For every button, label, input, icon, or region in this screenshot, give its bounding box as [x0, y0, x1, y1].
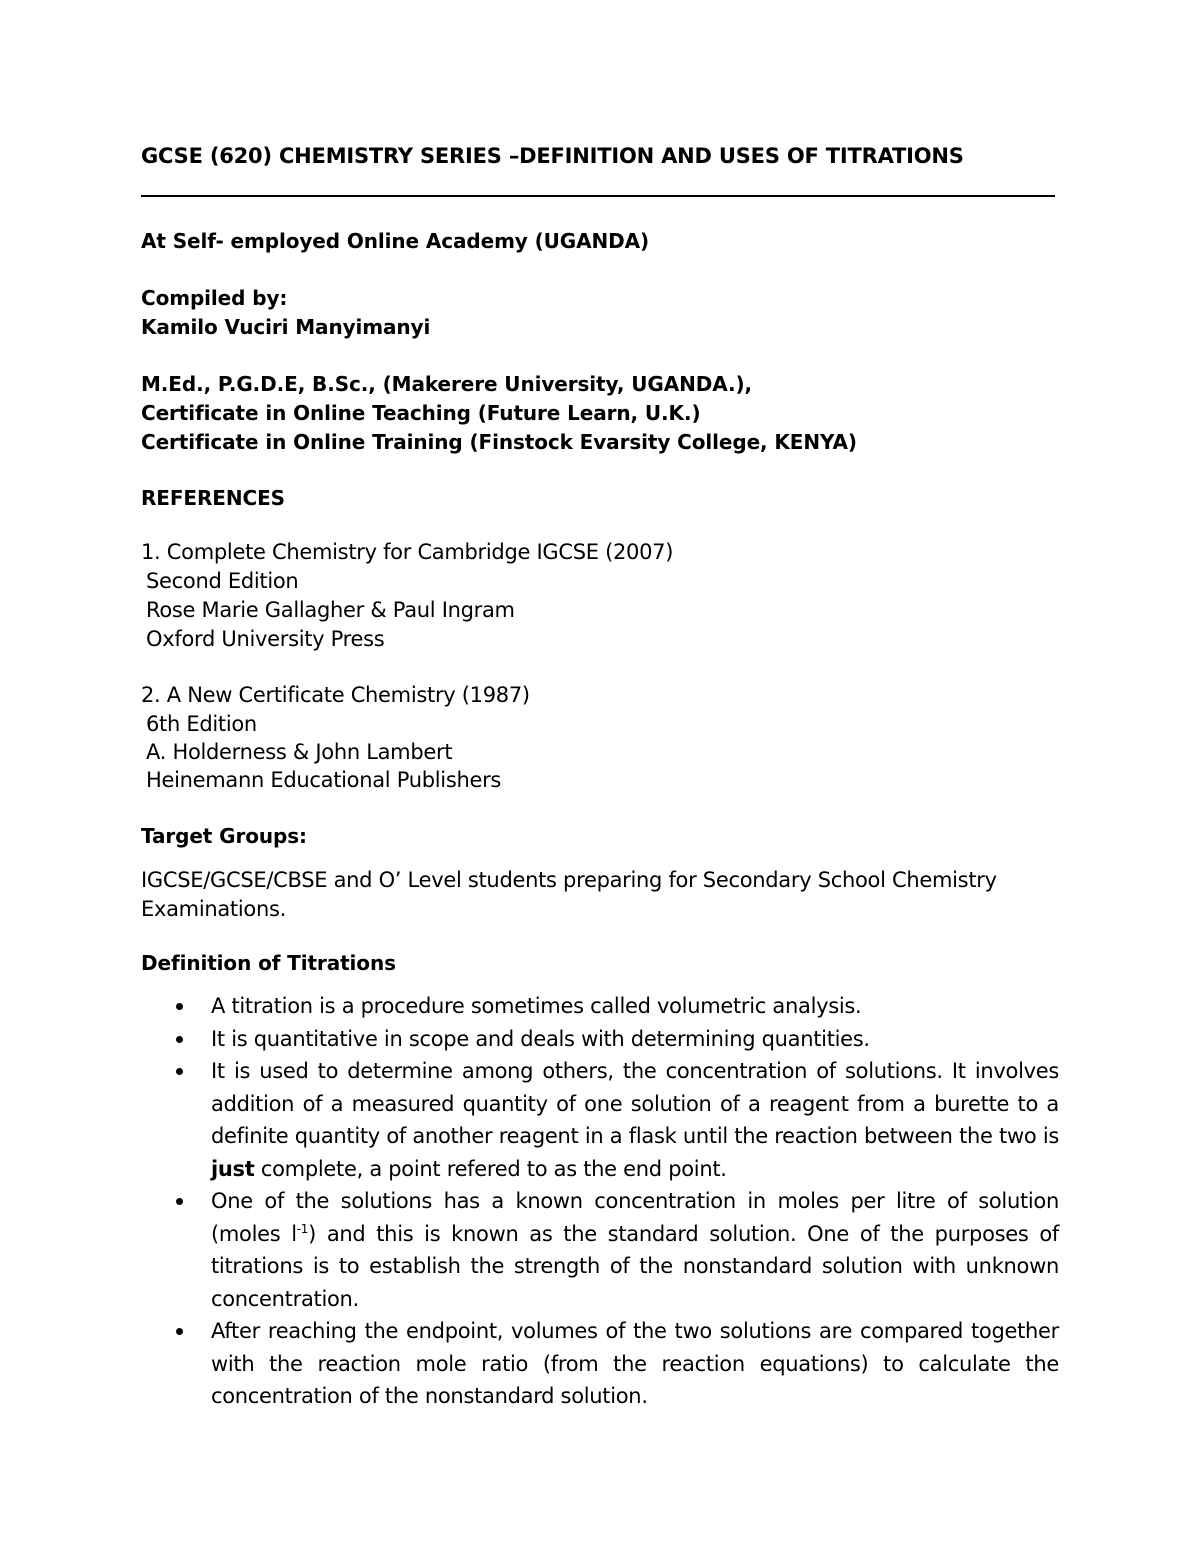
reference-2-edition: 6th Edition [146, 712, 257, 736]
reference-1-publisher: Oxford University Press [146, 627, 385, 651]
bullet-icon [176, 1198, 183, 1205]
reference-2-authors: A. Holderness & John Lambert [146, 740, 453, 764]
definition-bullet-list [141, 990, 1059, 1413]
bullet-text-start: It is used to determine among others, the concentration of solutions. It involves addition of a measured quantity of one solution of a reagent from a burette to a definite quantity of another reagent in a flask until the reaction between the two is [211, 1059, 1059, 1148]
bullet-icon [176, 1036, 183, 1043]
list-item [141, 1023, 1059, 1056]
title-underline [141, 195, 1055, 197]
superscript: -1 [296, 1221, 309, 1236]
bullet-text: It is quantitative in scope and deals with determining quantities. [211, 1026, 870, 1051]
references-heading: REFERENCES [141, 486, 285, 510]
reference-1-title: 1. Complete Chemistry for Cambridge IGCSE (2007) [141, 540, 674, 564]
bullet-icon [176, 1068, 183, 1075]
author-name: Kamilo Vuciri Manyimanyi [141, 315, 431, 339]
definition-heading: Definition of Titrations [141, 951, 396, 975]
bullet-text: A titration is a procedure sometimes called volumetric analysis. [211, 994, 862, 1018]
bullet-icon [176, 1003, 183, 1010]
bullet-text: After reaching the endpoint, volumes of the two solutions are compared together with the reaction mole ratio (from the reaction equations) to calculate the concentration of the nonstandard solution. [211, 1319, 1059, 1408]
reference-1-authors: Rose Marie Gallagher & Paul Ingram [146, 598, 515, 622]
target-groups-line-2: Examinations. [141, 897, 286, 921]
compiled-by-label: Compiled by: [141, 286, 288, 310]
bullet-text-start: One of the solutions has a known concentration in moles per litre of solution (moles l [211, 1189, 1059, 1246]
document-title: GCSE (620) CHEMISTRY SERIES –DEFINITION AND USES OF TITRATIONS [141, 144, 964, 168]
bullet-text-end: complete, a point refered to as the end point. [254, 1156, 727, 1181]
reference-1-edition: Second Edition [146, 569, 299, 593]
target-groups-heading: Target Groups: [141, 824, 307, 848]
list-item [141, 1315, 1059, 1413]
list-item [141, 1055, 1059, 1185]
bullet-emphasis: just [211, 1156, 255, 1181]
bullet-text-end: ) and this is known as the standard solution. One of the purposes of titrations is to establish the strength of the nonstandard solution with unknown concentration. [211, 1221, 1059, 1311]
reference-2-publisher: Heinemann Educational Publishers [146, 768, 502, 792]
bullet-icon [176, 1328, 183, 1335]
qualification-2: Certificate in Online Teaching (Future Learn, U.K.) [141, 401, 701, 425]
list-item [141, 1185, 1059, 1315]
reference-2-title: 2. A New Certificate Chemistry (1987) [141, 683, 530, 707]
target-groups-line-1: IGCSE/GCSE/CBSE and O’ Level students preparing for Secondary School Chemistry [141, 868, 997, 892]
academy-line: At Self- employed Online Academy (UGANDA) [141, 229, 650, 253]
qualification-3: Certificate in Online Training (Finstock Evarsity College, KENYA) [141, 430, 857, 454]
list-item [141, 990, 1059, 1023]
qualification-1: M.Ed., P.G.D.E, B.Sc., (Makerere University, UGANDA.), [141, 372, 753, 396]
